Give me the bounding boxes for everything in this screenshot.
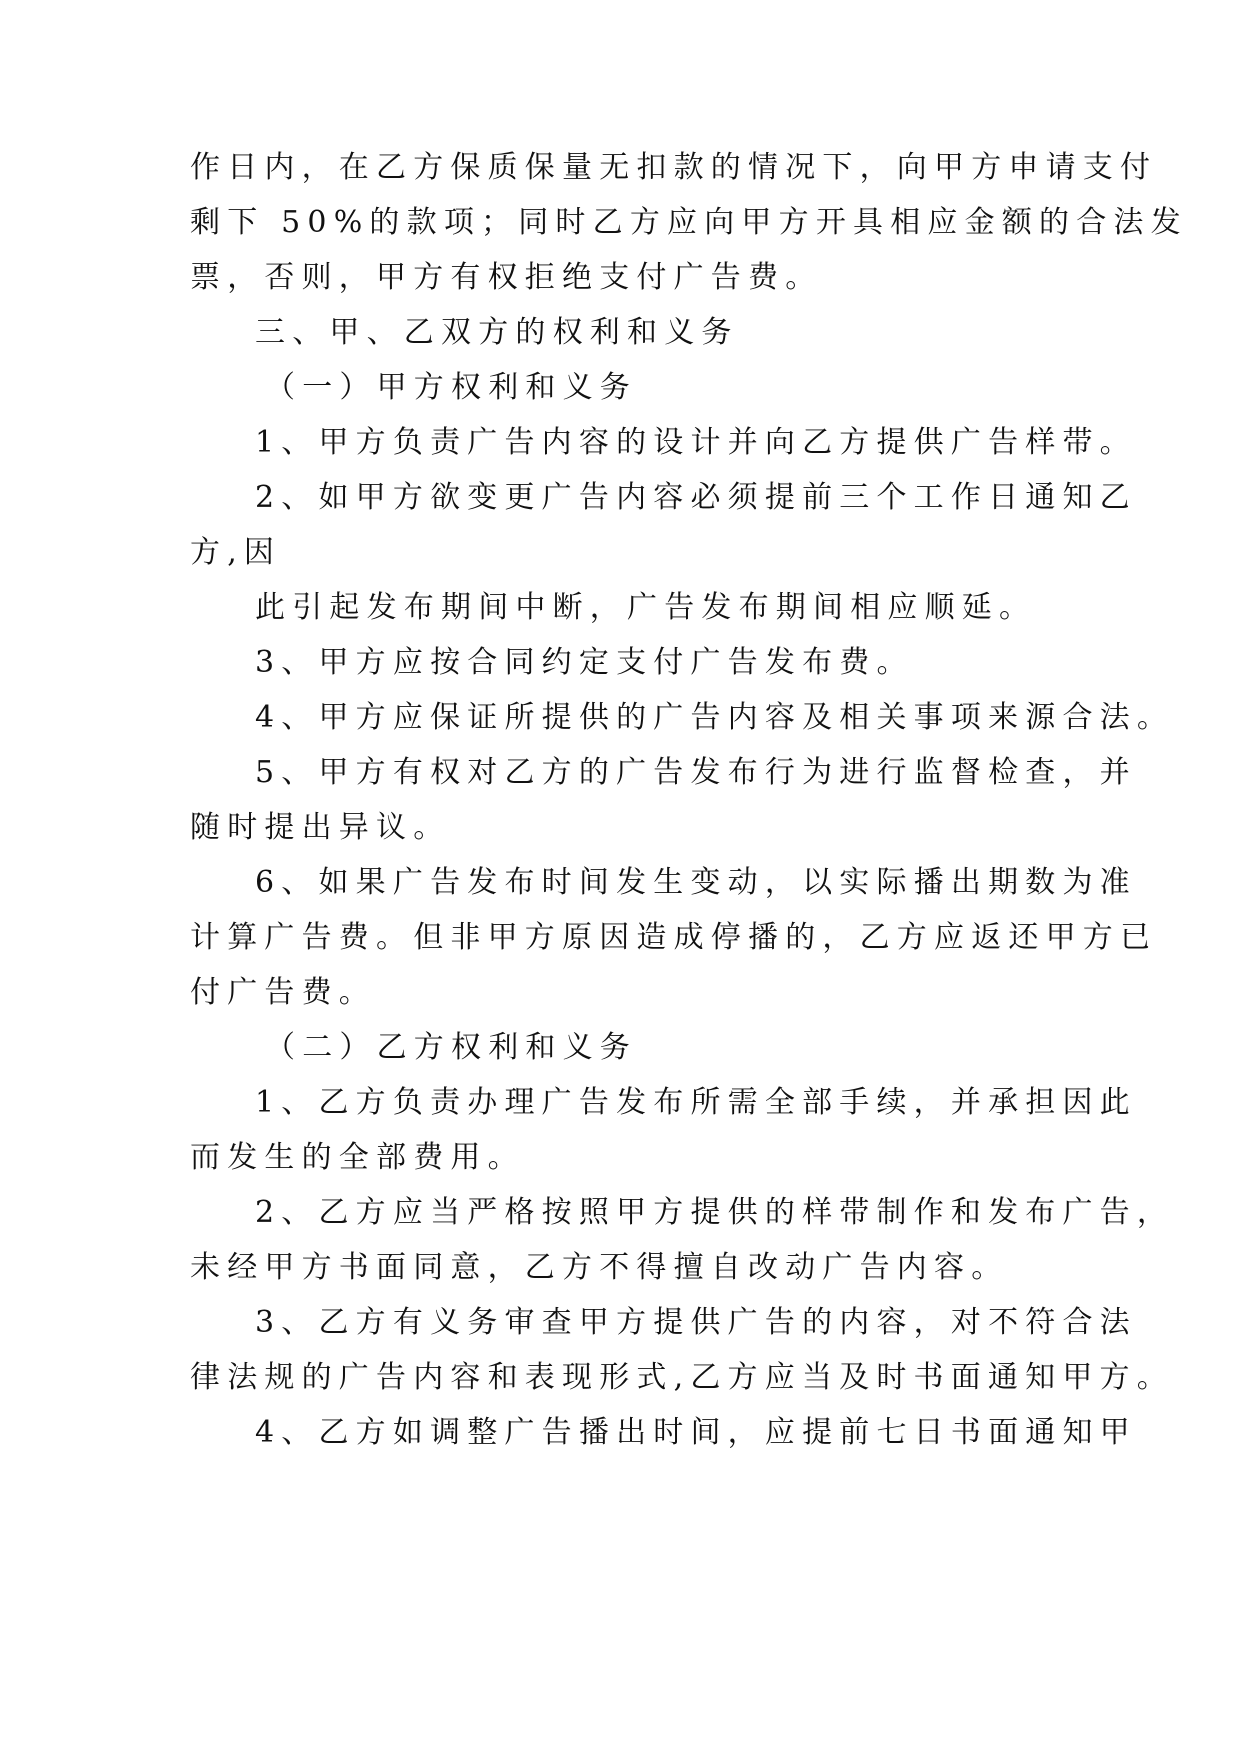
- text-line: 付广告费。: [190, 975, 376, 1010]
- text-line: 律法规的广告内容和表现形式,乙方应当及时书面通知甲方。: [190, 1360, 1174, 1395]
- text-line: 剩下 50%的款项；同时乙方应向甲方开具相应金额的合法发: [190, 205, 1188, 240]
- text-line: 4、乙方如调整广告播出时间，应提前七日书面通知甲: [255, 1415, 1137, 1450]
- text-line: 票，否则，甲方有权拒绝支付广告费。: [190, 260, 823, 295]
- text-line: 作日内，在乙方保质保量无扣款的情况下，向甲方申请支付: [190, 150, 1158, 185]
- text-line: 随时提出异议。: [190, 810, 451, 845]
- text-line: 此引起发布期间中断，广告发布期间相应顺延。: [255, 590, 1037, 625]
- text-line: 方,因: [190, 535, 282, 570]
- text-line: 而发生的全部费用。: [190, 1140, 525, 1175]
- text-line: 未经甲方书面同意，乙方不得擅自改动广告内容。: [190, 1250, 1009, 1285]
- text-line: 3、乙方有义务审查甲方提供广告的内容，对不符合法: [255, 1305, 1137, 1340]
- subsection-heading: （二）乙方权利和义务: [265, 1030, 637, 1065]
- text-line: 计算广告费。但非甲方原因造成停播的，乙方应返还甲方已: [190, 920, 1158, 955]
- text-line: 5、甲方有权对乙方的广告发布行为进行监督检查，并: [255, 755, 1137, 790]
- subsection-heading: （一）甲方权利和义务: [265, 370, 637, 405]
- text-line: 2、如甲方欲变更广告内容必须提前三个工作日通知乙: [255, 480, 1137, 515]
- text-line: 6、如果广告发布时间发生变动，以实际播出期数为准: [255, 865, 1137, 900]
- section-heading: 三、甲、乙双方的权利和义务: [255, 315, 739, 350]
- text-line: 4、甲方应保证所提供的广告内容及相关事项来源合法。: [255, 700, 1175, 735]
- text-line: 3、甲方应按合同约定支付广告发布费。: [255, 645, 914, 680]
- text-line: 2、乙方应当严格按照甲方提供的样带制作和发布广告，: [255, 1195, 1175, 1230]
- text-line: 1、乙方负责办理广告发布所需全部手续，并承担因此: [255, 1085, 1137, 1120]
- text-line: 1、甲方负责广告内容的设计并向乙方提供广告样带。: [255, 425, 1137, 460]
